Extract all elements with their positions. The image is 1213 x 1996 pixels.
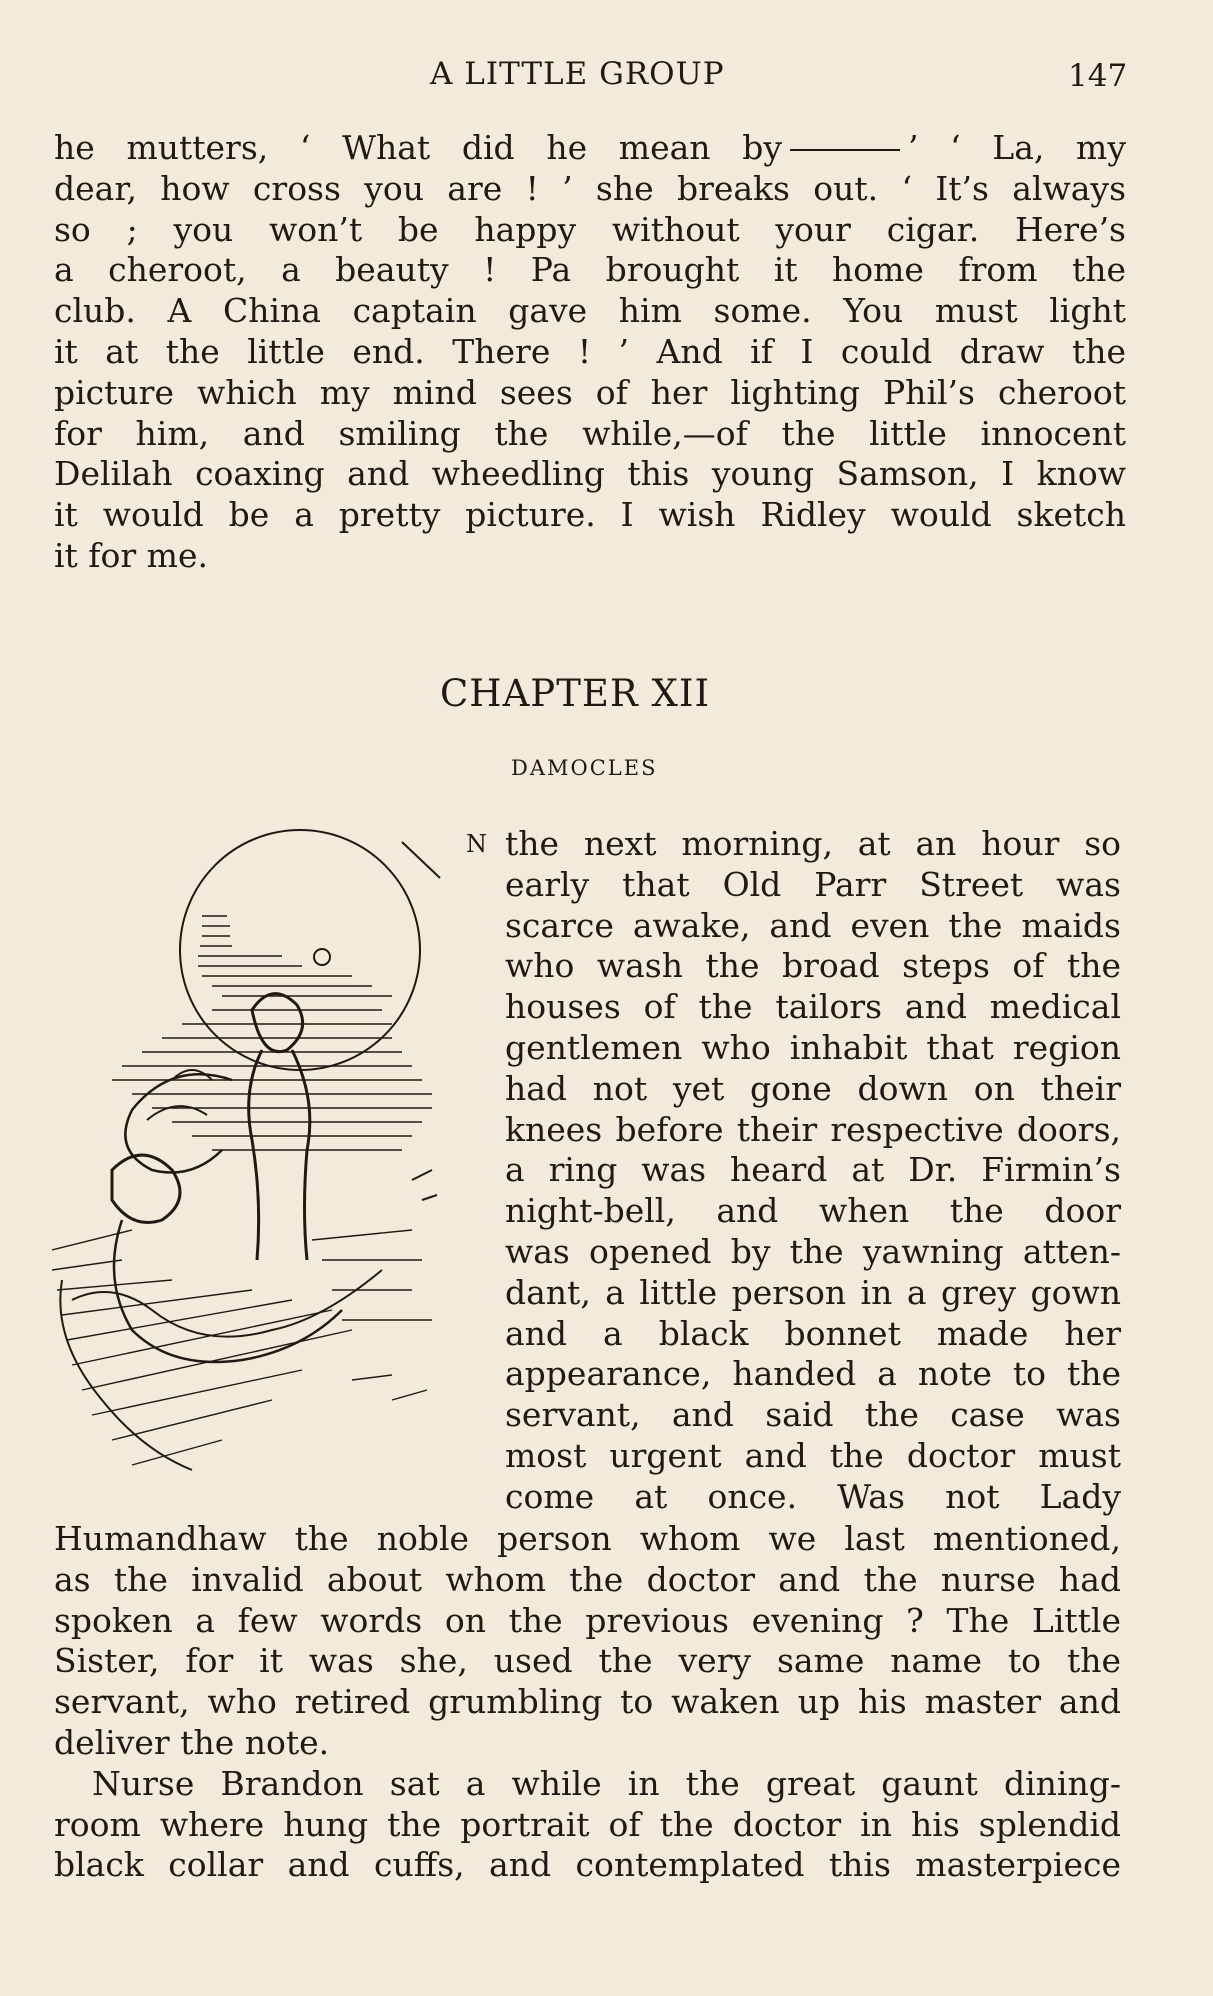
text-line: it at the little end. There ! ’ And if I could draw the xyxy=(54,331,1126,371)
dropcap-letter: N xyxy=(466,830,487,858)
text-line: scarce awake, and even the maids xyxy=(505,905,1121,945)
page-number: 147 xyxy=(1068,58,1128,94)
running-title: A LITTLE GROUP xyxy=(430,56,725,92)
running-head xyxy=(0,52,1213,98)
chapter-subtitle: DAMOCLES xyxy=(511,756,658,780)
text-line: dant, a little person in a grey gown xyxy=(505,1272,1121,1312)
text-line: Nurse Brandon sat a while in the great gaunt dining- xyxy=(92,1763,1121,1803)
text-line: early that Old Parr Street was xyxy=(505,864,1121,904)
text-line: houses of the tailors and medical xyxy=(505,987,1121,1027)
opening-paragraph xyxy=(54,128,1126,577)
text-fragment: ’ ‘ La, my xyxy=(907,128,1126,167)
text-line: black collar and cuffs, and contemplated this masterpiece xyxy=(54,1845,1121,1885)
text-line: and a black bonnet made her xyxy=(505,1313,1121,1353)
wrapped-paragraph xyxy=(505,824,1121,1518)
text-line: room where hung the portrait of the doctor in his splendid xyxy=(54,1804,1121,1844)
chapter-illustration xyxy=(52,820,460,1492)
text-line: dear, how cross you are ! ’ she breaks out. ‘ It’s always xyxy=(54,168,1126,208)
text-line: it would be a pretty picture. I wish Ridley would sketch xyxy=(54,495,1126,535)
text-line: was opened by the yawning atten- xyxy=(505,1231,1121,1271)
text-fragment: he mutters, ‘ What did he mean by xyxy=(54,128,782,167)
text-line: appearance, handed a note to the xyxy=(505,1354,1121,1394)
text-line: Humandhaw the noble person whom we last mentioned, xyxy=(54,1519,1121,1558)
text-line: come at once. Was not Lady xyxy=(505,1476,1121,1516)
text-line: night-bell, and when the door xyxy=(505,1191,1121,1231)
text-line: gentlemen who inhabit that region xyxy=(505,1027,1121,1067)
text-line: so ; you won’t be happy without your cigar. Here’s xyxy=(54,209,1126,249)
text-line: Delilah coaxing and wheedling this young Samson, I know xyxy=(54,454,1126,494)
text-line: picture which my mind sees of her lighting Phil’s cheroot xyxy=(54,372,1126,412)
text-line: who wash the broad steps of the xyxy=(505,946,1121,986)
text-line: for him, and smiling the while,—of the little innocent xyxy=(54,413,1126,453)
text-line: spoken a few words on the previous evening ? The Little xyxy=(54,1600,1121,1640)
text-line: it for me. xyxy=(54,535,208,575)
text-line: deliver the note. xyxy=(54,1722,330,1762)
text-line: Sister, for it was she, used the very same name to the xyxy=(54,1641,1121,1681)
text-line: knees before their respective doors, xyxy=(505,1109,1121,1149)
text-line: most urgent and the doctor must xyxy=(505,1435,1121,1475)
text-line: the next morning, at an hour so xyxy=(505,824,1121,863)
text-line: a cheroot, a beauty ! Pa brought it home from the xyxy=(54,250,1126,290)
text-line: servant, and said the case was xyxy=(505,1395,1121,1435)
continuing-paragraph xyxy=(54,1518,1121,1885)
text-line: servant, who retired grumbling to waken up his master and xyxy=(54,1682,1121,1722)
text-line: club. A China captain gave him some. You must light xyxy=(54,291,1126,331)
chapter-title: CHAPTER XII xyxy=(440,672,711,715)
text-line: had not yet gone down on their xyxy=(505,1068,1121,1108)
text-line: as the invalid about whom the doctor and the nurse had xyxy=(54,1559,1121,1599)
em-dash-rule xyxy=(790,149,900,151)
text-line: a ring was heard at Dr. Firmin’s xyxy=(505,1150,1121,1190)
text-line xyxy=(54,128,1126,169)
